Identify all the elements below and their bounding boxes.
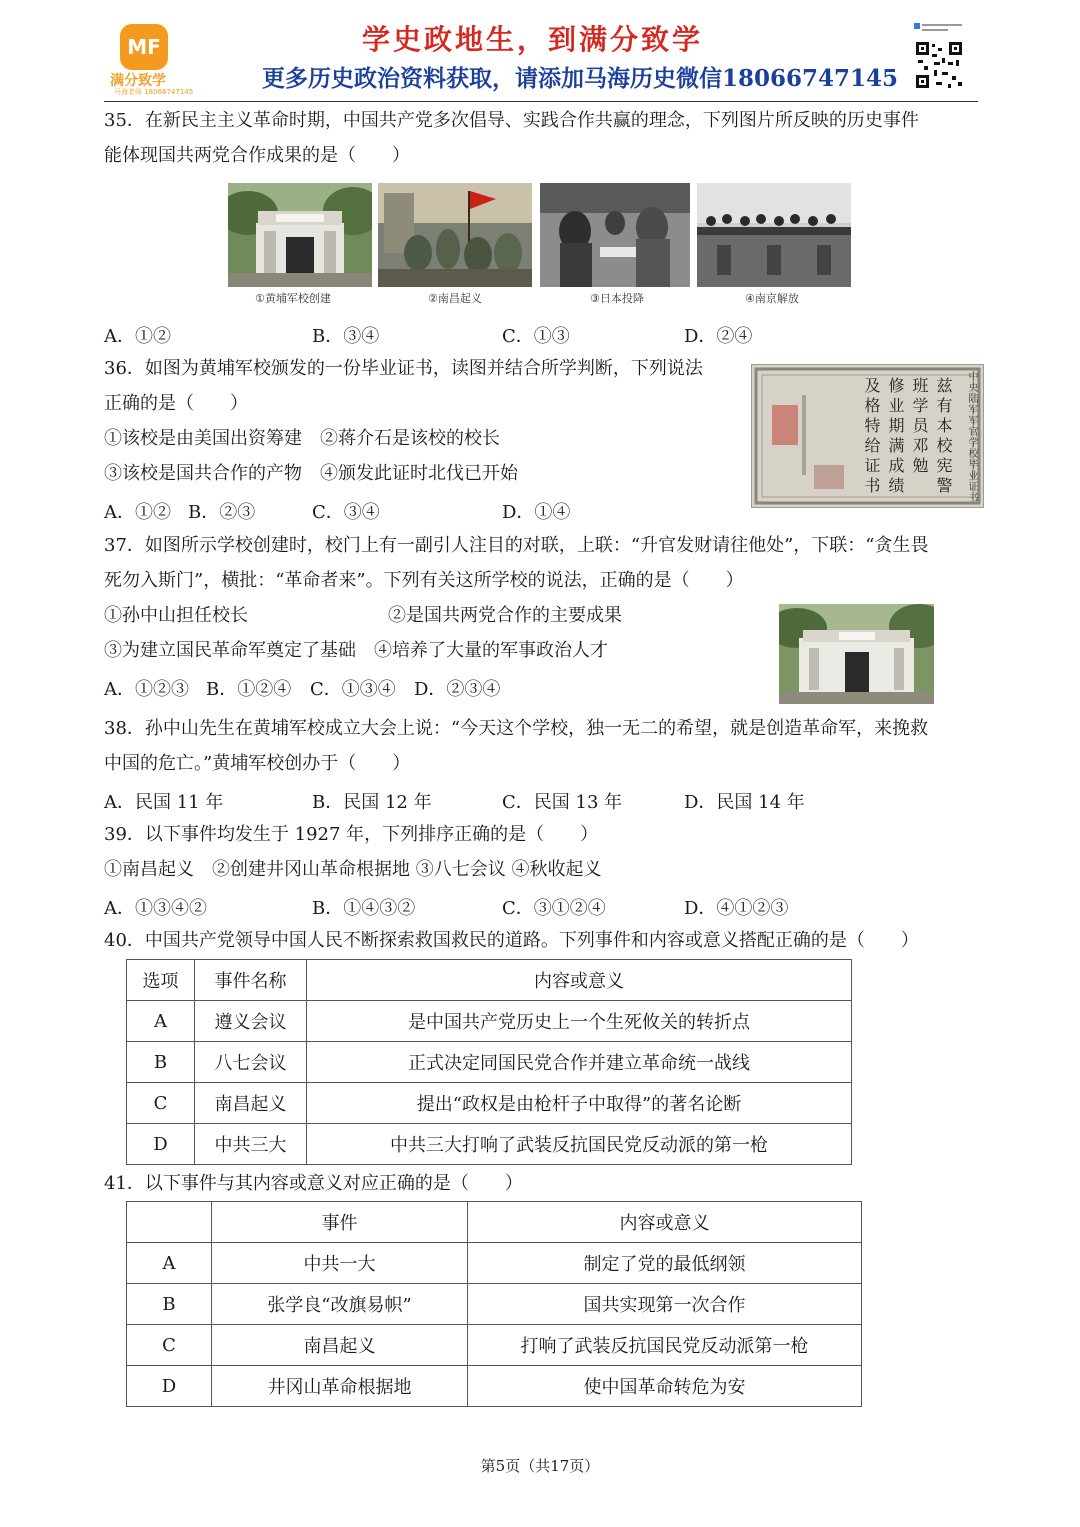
table-cell: 中共三大 [195, 1124, 307, 1165]
certificate-col-4: 及格特给证书 [862, 377, 881, 497]
table-header-row [127, 1202, 862, 1243]
page-number: 第5页（共17页） [480, 1457, 600, 1475]
q39-option-b[interactable]: B．①④③② [312, 898, 416, 919]
header-contact: 更多历史政治资料获取，请添加马海历史微信18066747145 [262, 65, 899, 92]
q35-option-d[interactable]: D．②④ [684, 326, 753, 347]
photo-japan-surrender [540, 183, 690, 287]
photo-nanchang-uprising [378, 183, 532, 287]
q36-stem-line2: 正确的是（ ） [104, 393, 248, 414]
q37-option-a[interactable]: A．①②③ [104, 679, 189, 700]
q35-option-b[interactable]: B．③④ [312, 326, 380, 347]
caption-whampoa: ①黄埔军校创建 [255, 292, 331, 305]
q36-option-a[interactable]: A．①② [104, 502, 171, 523]
brand-subtitle: 马海老师 18066747145 [114, 88, 194, 96]
certificate-col-2: 班学员邓勉 [910, 377, 929, 477]
q38-stem-line1: 38．孙中山先生在黄埔军校成立大会上说：“今天这个学校，独一无二的希望，就是创造革命军，来挽救 [104, 718, 929, 739]
qr-top-caption [914, 20, 966, 34]
table-cell: D [127, 1124, 195, 1165]
table-cell: 提出“政权是由枪杆子中取得”的著名论断 [307, 1083, 852, 1124]
q39-items: ①南昌起义 ②创建井冈山革命根据地 ③八七会议 ④秋收起义 [104, 859, 602, 880]
q37-stem-line2: 死勿入斯门”，横批：“革命者来”。下列有关这所学校的说法，正确的是（ ） [104, 570, 744, 591]
q38-stem-line2: 中国的危亡。”黄埔军校创办于（ ） [104, 753, 411, 774]
q35-option-c[interactable]: C．①③ [502, 326, 570, 347]
table-cell: 中共一大 [212, 1243, 468, 1284]
table-header-row [127, 960, 852, 1001]
table-row [127, 1001, 852, 1042]
photo-graduation-certificate [751, 364, 984, 508]
photo-whampoa-academy [228, 183, 372, 287]
q38-option-a[interactable]: A．民国 11 年 [104, 792, 224, 813]
q36-items-line1: ①该校是由美国出资筹建 ②蒋介石是该校的校长 [104, 428, 500, 449]
table-cell: A [127, 1001, 195, 1042]
caption-nanchang: ②南昌起义 [428, 292, 482, 305]
q37-stem-line1: 37．如图所示学校创建时，校门上有一副引人注目的对联，上联：“升官发财请往他处”，下联：“贪生畏 [104, 535, 929, 556]
table-cell: 使中国革命转危为安 [468, 1366, 862, 1407]
q41-stem: 41．以下事件与其内容或意义对应正确的是（ ） [104, 1173, 523, 1194]
header-rule [104, 101, 978, 102]
q38-option-d[interactable]: D．民国 14 年 [684, 792, 805, 813]
certificate-col-3: 修业期满成绩 [886, 377, 905, 497]
table-cell: A [127, 1243, 212, 1284]
caption-nanjing: ④南京解放 [745, 292, 799, 305]
q38-option-c[interactable]: C．民国 13 年 [502, 792, 623, 813]
table-cell: 井冈山革命根据地 [212, 1366, 468, 1407]
table-cell: B [127, 1284, 212, 1325]
table-header-cell: 内容或意义 [307, 960, 852, 1001]
table-cell: 中共三大打响了武装反抗国民党反动派的第一枪 [307, 1124, 852, 1165]
q36-stem-line1: 36．如图为黄埔军校颁发的一份毕业证书，读图并结合所学判断，下列说法 [104, 358, 703, 379]
q36-items-line2: ③该校是国共合作的产物 ④颁发此证时北伐已开始 [104, 463, 518, 484]
q35-option-a[interactable]: A．①② [104, 326, 171, 347]
caption-japan-surrender: ③日本投降 [590, 292, 644, 305]
table-cell: B [127, 1042, 195, 1083]
q35-stem-line2: 能体现国共两党合作成果的是（ ） [104, 145, 410, 166]
q37-option-c[interactable]: C．①③④ [310, 679, 396, 700]
table-cell: 正式决定同国民党合作并建立革命统一战线 [307, 1042, 852, 1083]
q35-stem-line1: 35．在新民主主义革命时期，中国共产党多次倡导、实践合作共赢的理念，下列图片所反映的历史事件 [104, 110, 919, 131]
q39-option-a[interactable]: A．①③④② [104, 898, 207, 919]
table-cell: 是中国共产党历史上一个生死攸关的转折点 [307, 1001, 852, 1042]
header-slogan: 学史政地生，到满分致学 [362, 23, 704, 56]
table-row [127, 1124, 852, 1165]
table-cell: 南昌起义 [195, 1083, 307, 1124]
qr-code-image [914, 40, 964, 90]
q37-option-b[interactable]: B．①②④ [206, 679, 292, 700]
q37-item-1: ①孙中山担任校长 [104, 605, 248, 626]
table-row [127, 1325, 862, 1366]
table-row [127, 1083, 852, 1124]
photo-academy-gate [779, 604, 934, 704]
table-cell: C [127, 1083, 195, 1124]
table-cell: 国共实现第一次合作 [468, 1284, 862, 1325]
certificate-col-1: 兹有本校宪警 [934, 377, 953, 497]
table-cell: C [127, 1325, 212, 1366]
q37-items-line2: ③为建立国民革命军奠定了基础 ④培养了大量的军事政治人才 [104, 640, 608, 661]
table-row [127, 1366, 862, 1407]
q36-option-b[interactable]: B．②③ [188, 502, 256, 523]
table-cell: 遵义会议 [195, 1001, 307, 1042]
q37-item-2: ②是国共两党合作的主要成果 [388, 605, 622, 626]
q40-table [126, 959, 852, 1165]
table-header-cell [127, 1202, 212, 1243]
table-cell: 八七会议 [195, 1042, 307, 1083]
q41-table [126, 1201, 862, 1407]
photo-nanjing-liberation [697, 183, 851, 287]
table-header-cell: 选项 [127, 960, 195, 1001]
q36-option-c[interactable]: C．③④ [312, 502, 380, 523]
q37-option-d[interactable]: D．②③④ [414, 679, 501, 700]
q39-option-d[interactable]: D．④①②③ [684, 898, 789, 919]
table-cell: D [127, 1366, 212, 1407]
table-row [127, 1284, 862, 1325]
q39-option-c[interactable]: C．③①②④ [502, 898, 606, 919]
q36-option-d[interactable]: D．①④ [502, 502, 571, 523]
table-header-cell: 事件 [212, 1202, 468, 1243]
table-header-cell: 内容或意义 [468, 1202, 862, 1243]
q38-option-b[interactable]: B．民国 12 年 [312, 792, 432, 813]
table-cell: 打响了武装反抗国民党反动派第一枪 [468, 1325, 862, 1366]
table-row [127, 1243, 862, 1284]
certificate-title: 中央陆军军官学校毕业证书 [966, 371, 977, 503]
q40-stem: 40．中国共产党领导中国人民不断探索救国救民的道路。下列事件和内容或意义搭配正确的是（ ） [104, 930, 919, 951]
brand-logo: MF [120, 24, 168, 70]
q39-stem: 39．以下事件均发生于 1927 年，下列排序正确的是（ ） [104, 824, 599, 845]
brand-name: 满分致学 [110, 73, 166, 89]
table-cell: 南昌起义 [212, 1325, 468, 1366]
table-cell: 制定了党的最低纲领 [468, 1243, 862, 1284]
table-header-cell: 事件名称 [195, 960, 307, 1001]
table-cell: 张学良“改旗易帜” [212, 1284, 468, 1325]
table-row [127, 1042, 852, 1083]
